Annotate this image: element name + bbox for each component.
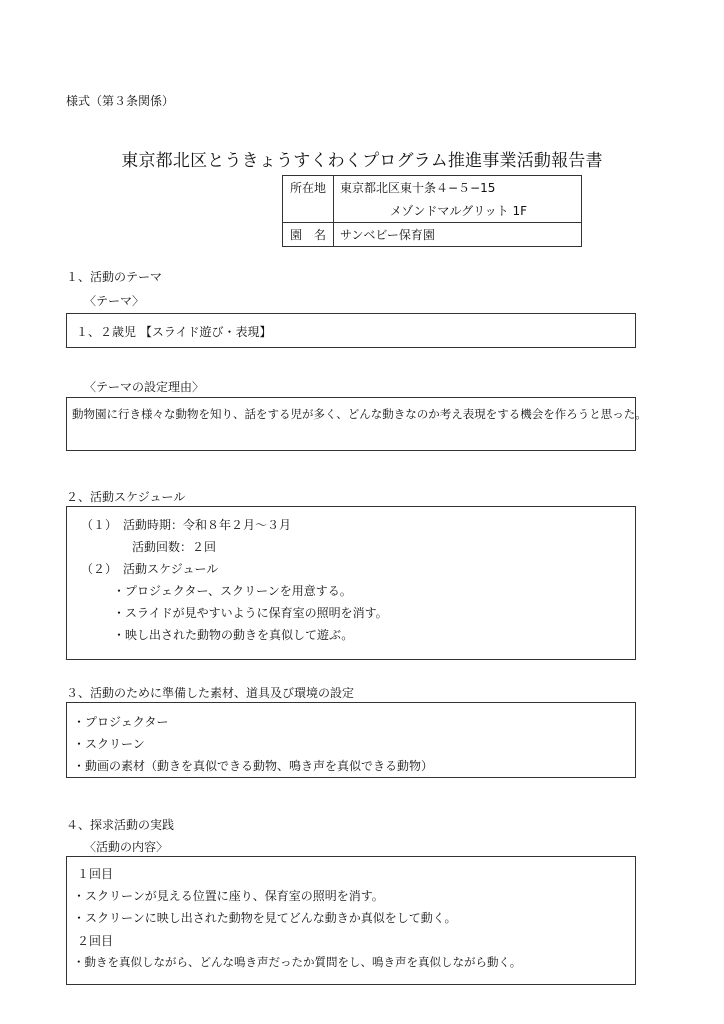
name-label: 園 名 xyxy=(283,223,334,247)
schedule-count: 活動回数：２回 xyxy=(132,540,217,554)
name-row xyxy=(283,223,582,247)
facility-info-table xyxy=(282,175,582,247)
materials-item: ・スクリーン xyxy=(73,737,145,751)
materials-box xyxy=(66,702,636,778)
schedule-step: ・プロジェクター、スクリーンを用意する。 xyxy=(113,584,352,598)
reason-box xyxy=(66,397,647,451)
section3-heading: ３、活動のために準備した素材、道具及び環境の設定 xyxy=(66,686,355,700)
schedule-period: （１） 活動時期：令和８年２月～３月 xyxy=(81,518,292,532)
content-item: ・動きを真似しながら、どんな鳴き声だったか質問をし、鳴き声を真似しながら動く。 xyxy=(73,955,522,969)
address-line1: 東京都北区東十条４−５−15 xyxy=(340,181,496,195)
schedule-step: ・スライドが見やすいように保育室の照明を消す。 xyxy=(113,606,388,620)
reason-text: 動物園に行き様々な動物を知り、話をする児が多く、どんな動きなのか考え表現をする機会を作ろうと思った。 xyxy=(72,407,647,421)
materials-item: ・動画の素材（動きを真似できる動物、鳴き声を真似できる動物） xyxy=(73,759,434,773)
theme-label: 〈テーマ〉 xyxy=(84,294,145,308)
section2-heading: ２、活動スケジュール xyxy=(66,490,186,504)
theme-box xyxy=(66,313,636,348)
address-line2: メゾンドマルグリット 1F xyxy=(389,204,527,218)
page-title: 東京都北区とうきょうすくわくプログラム推進事業活動報告書 xyxy=(121,151,603,171)
content-label: 〈活動の内容〉 xyxy=(84,840,169,854)
form-label: 様式（第３条関係） xyxy=(66,94,175,108)
address-row xyxy=(283,176,582,223)
address-label: 所在地 xyxy=(283,176,334,223)
content-item: ・スクリーンに映し出された動物を見てどんな動きか真似をして動く。 xyxy=(73,911,457,925)
content-round-1: １回目 xyxy=(77,867,114,881)
theme-text: １、２歳児 【スライド遊び・表現】 xyxy=(76,325,272,339)
section4-heading: ４、探求活動の実践 xyxy=(66,818,175,832)
schedule-heading: （２） 活動スケジュール xyxy=(81,562,219,576)
schedule-box xyxy=(66,506,636,660)
section1-heading: １、活動のテーマ xyxy=(66,270,163,284)
reason-label: 〈テーマの設定理由〉 xyxy=(84,380,205,394)
schedule-step: ・映し出された動物の動きを真似して遊ぶ。 xyxy=(113,628,354,642)
address-value xyxy=(334,176,582,223)
content-item: ・スクリーンが見える位置に座り、保育室の照明を消す。 xyxy=(73,889,384,903)
name-value: サンベビー保育園 xyxy=(334,223,582,247)
content-round-2: ２回目 xyxy=(77,934,114,948)
materials-item: ・プロジェクター xyxy=(73,715,169,729)
content-box xyxy=(66,856,636,985)
